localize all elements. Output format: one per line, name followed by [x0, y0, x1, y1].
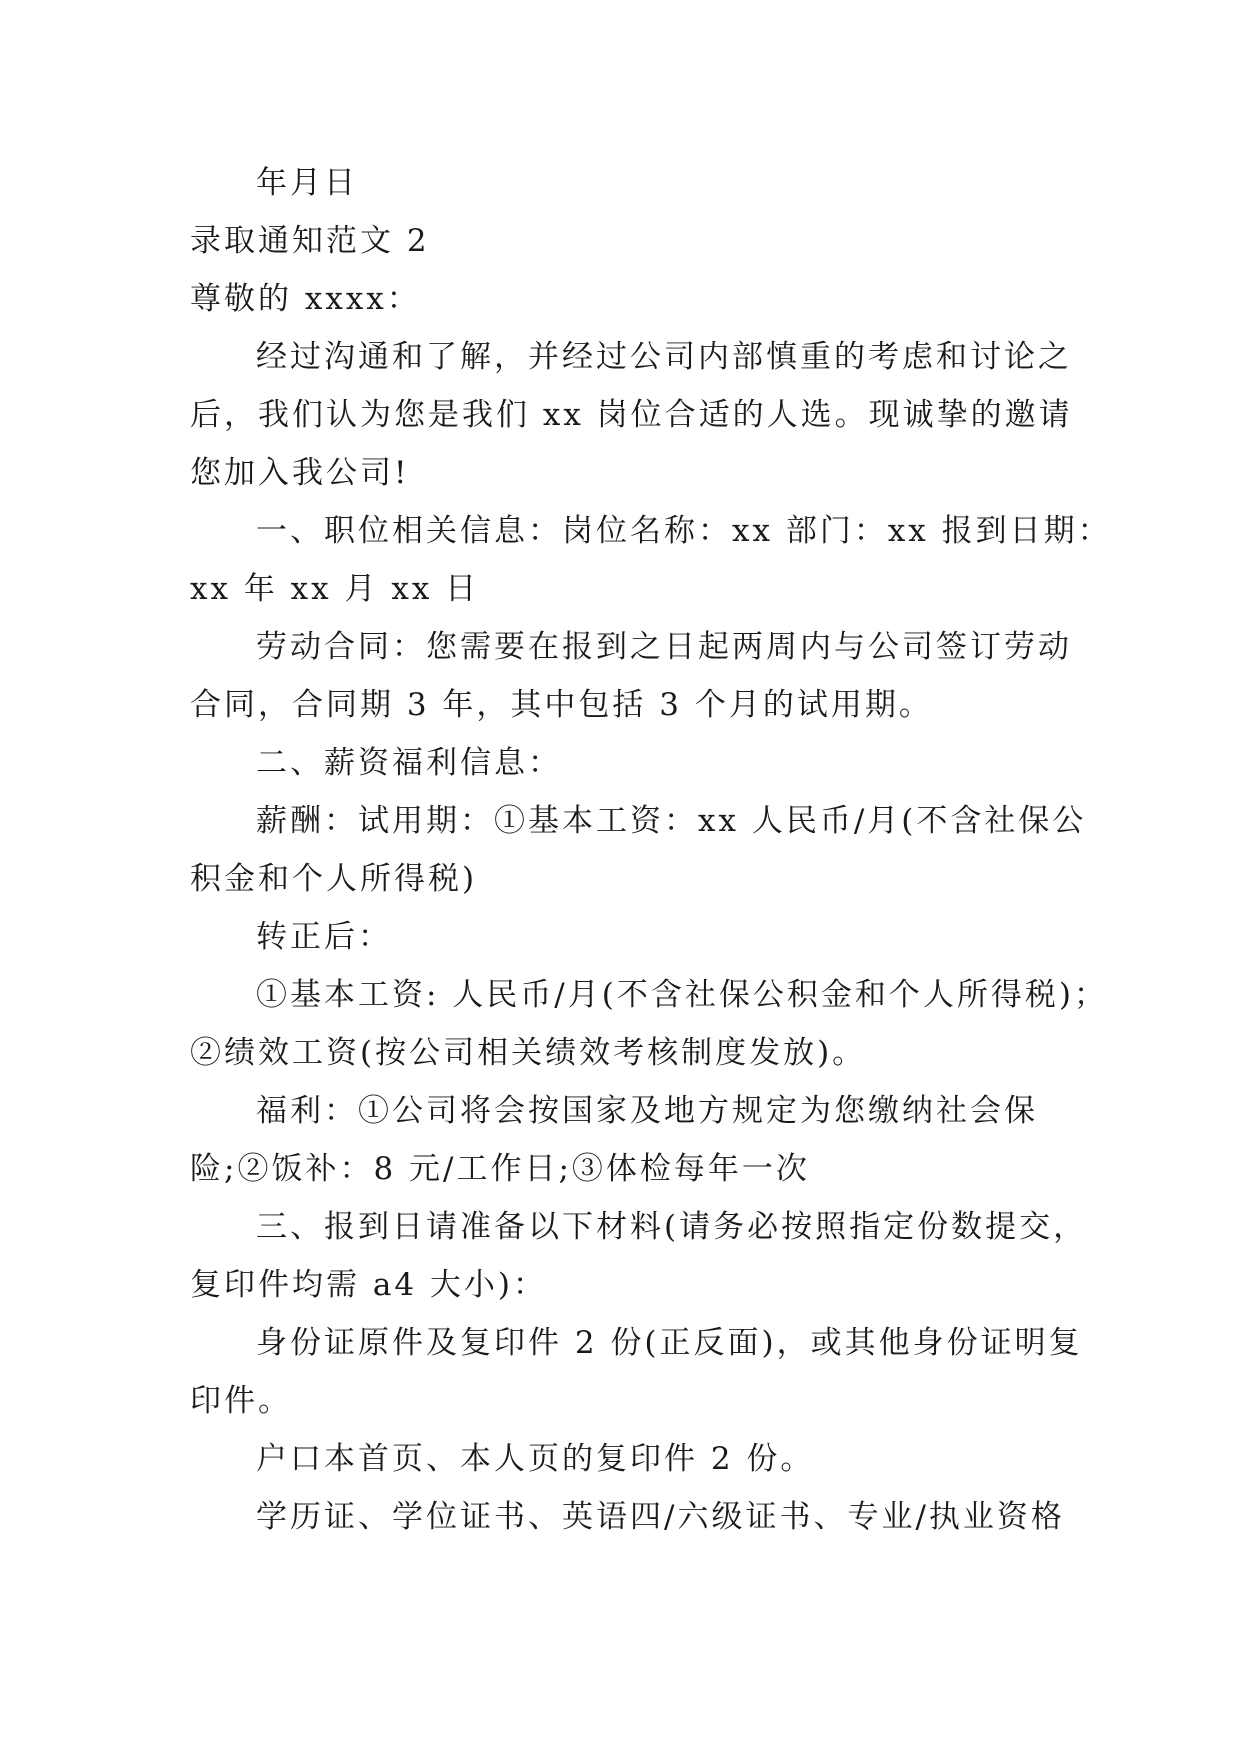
text-line: 合同，合同期 3 年，其中包括 3 个月的试用期。: [190, 687, 933, 723]
text-line: xx 年 xx 月 xx 日: [190, 571, 480, 607]
text-line: 印件。: [190, 1383, 292, 1419]
text-line: 身份证原件及复印件 2 份(正反面)，或其他身份证明复: [256, 1325, 1083, 1361]
text-line: 录取通知范文 2: [190, 223, 430, 259]
text-line: 复印件均需 a4 大小)：: [190, 1267, 548, 1303]
text-line: ①基本工资: 人民币/月(不含社保公积金和个人所得税)；: [256, 977, 1108, 1013]
text-line: 后，我们认为您是我们 xx 岗位合适的人选。现诚挚的邀请: [190, 397, 1073, 433]
text-line: 薪酬：试用期：①基本工资：xx 人民币/月(不含社保公: [256, 803, 1087, 839]
text-line: 学历证、学位证书、英语四/六级证书、专业/执业资格: [256, 1499, 1065, 1535]
text-line: 年月日: [256, 165, 358, 201]
text-line: ②绩效工资(按公司相关绩效考核制度发放)。: [190, 1035, 867, 1071]
text-line: 二、薪资福利信息：: [256, 745, 562, 781]
text-line: 积金和个人所得税): [190, 861, 478, 897]
text-line: 劳动合同：您需要在报到之日起两周内与公司签订劳动: [256, 629, 1072, 665]
text-line: 尊敬的 xxxx：: [190, 281, 421, 317]
text-line: 一、职位相关信息：岗位名称：xx 部门：xx 报到日期：: [256, 513, 1112, 549]
text-line: 转正后：: [256, 919, 392, 955]
text-line: 三、报到日请准备以下材料(请务必按照指定份数提交，: [256, 1209, 1088, 1245]
text-line: 户口本首页、本人页的复印件 2 份。: [256, 1441, 815, 1477]
text-line: 险;②饭补：8 元/工作日;③体检每年一次: [190, 1151, 810, 1187]
text-line: 经过沟通和了解，并经过公司内部慎重的考虑和讨论之: [256, 339, 1072, 375]
text-line: 福利：①公司将会按国家及地方规定为您缴纳社会保: [256, 1093, 1038, 1129]
text-line: 您加入我公司!: [190, 455, 410, 491]
